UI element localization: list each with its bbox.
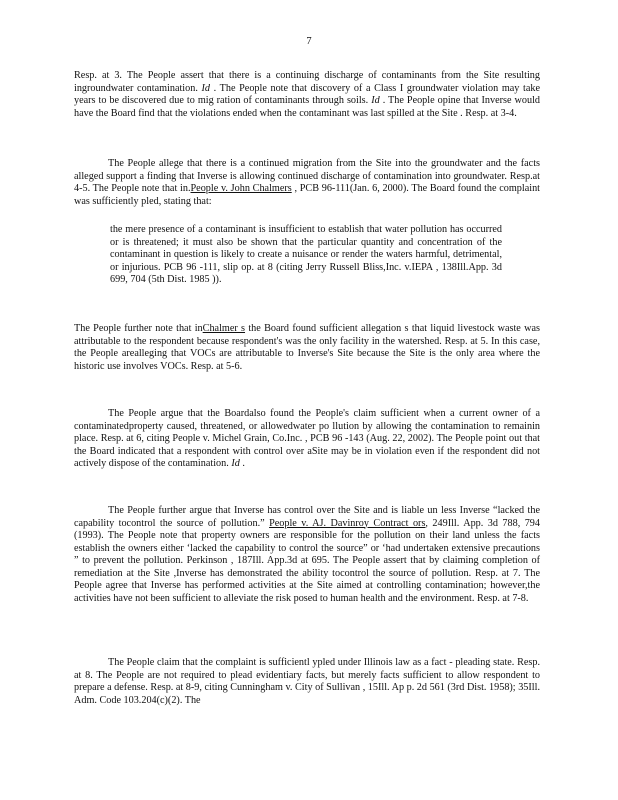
text-run: The People further note that in xyxy=(74,323,203,334)
paragraph-6 xyxy=(74,657,540,707)
paragraph-3 xyxy=(74,323,540,373)
block-quote xyxy=(110,224,502,287)
text-run: The People allege that there is a continued migration from the Site into the groundwater and the facts alleged support a finding that Inverse is allowing continued discharge of contamination into groundwater. Resp.at 4-5. The People note that in. xyxy=(74,158,540,194)
paragraph-5 xyxy=(74,505,540,605)
text-run: , PCB 96-111(Jan. 6, 2000). The Board found the complaint was sufficiently pled, stating that: xyxy=(74,183,541,207)
text-run: The People argue that the Boardalso found the People's claim sufficient when a current owner of a contaminatedproperty caused, threatened, or allowedwater po llution by allowing the contamination to remainin place. Resp. at 6, citing People v. Michel Grain, Co.Inc. , PCB 96 -143 (Aug. 22, 2002). The People point out that the Board indicated that a respondent with control over aSite may be in violation even if the respondent did not actively dispose of the contamination. xyxy=(74,408,540,469)
case-name: Chalmer s xyxy=(202,323,246,334)
citation-id: Id xyxy=(201,82,211,94)
paragraph-4 xyxy=(74,408,540,471)
text-run: , 249Ill. App. 3d 788, 794 (1993). The People note that property owners are responsible for the pollution on their land unless the facts establish the owners either ‘lacked the capability to control the source” or ‘had undertaken extensive precautions ” to prevent the pollution. Perkinson , 187Ill. App.3d at 695. The People assert that by claiming completion of remediation at the Site ,Inverse has demonstrated the ability tocontrol the source of pollution. Resp. at 7. The People agree that Inverse has performed activities at the Site aimed at controlling contamination; however,the activities have not been sufficient to alleviate the risk posed to human health and the environment. Resp. at 7-8. xyxy=(74,517,540,604)
citation-id: Id xyxy=(231,458,240,469)
case-name: People v. AJ. Davinroy Contract ors xyxy=(269,517,426,529)
text-run: The People claim that the complaint is sufficientl ypled under Illinois law as a fact - pleading state. Resp. at 8. The People are not required to plead evidentiary facts, but merely facts sufficient to allow respondent to prepare a defense. Resp. at 8-9, citing Cunningham v. City of Sullivan , 15Ill. Ap p. 2d 561 (3rd Dist. 1958); 35Ill. Adm. Code 103.204(c)(2). The xyxy=(74,657,540,706)
citation-id: Id xyxy=(371,95,380,106)
text-run: . xyxy=(239,458,245,469)
text-run: the Board found sufficient allegation s that liquid livestock waste was attributable to the respondent because respondent's was the only facility in the watershed. Resp. at 5. In this case, the People arealleging that VOCs are attributable to Inverse's Site because the Site is the only area where the historic use involves VOCs. Resp. at 5-6. xyxy=(74,323,540,372)
case-name: People v. John Chalmers xyxy=(190,183,292,194)
page-number: 7 xyxy=(306,36,312,47)
paragraph-2 xyxy=(74,158,540,208)
paragraph-1 xyxy=(74,70,540,120)
text-run: . The People note that discovery of a Class I groundwater violation may take years to be discovered due to mig ration of contaminants through soils. xyxy=(74,82,540,106)
text-run: . The People opine that Inverse would have the Board find that the violations ended when the contaminant was last spilled at the Site . Resp. at 3-4. xyxy=(74,95,540,119)
text-run: the mere presence of a contaminant is insufficient to establish that water pollution has occurred or is threatened; it must also be shown that the particular quantity and concentration of the contaminant in question is likely to create a nuisance or render the waters harmful, detrimental, or injurious. PCB 96 -111, slip op. at 8 (citing Jerry Russell Bliss,Inc. v.IEPA , 138Ill.App. 3d 699, 704 (5th Dist. 1985 )). xyxy=(110,224,502,285)
text-run: Resp. at 3. The People assert that there is a continuing discharge of contaminants from the Site resulting ingroundwater contamination. xyxy=(74,70,540,94)
text-run: The People further argue that Inverse has control over the Site and is liable un less Inverse “lacked the capability tocontrol the source of pollution.” xyxy=(74,505,540,529)
